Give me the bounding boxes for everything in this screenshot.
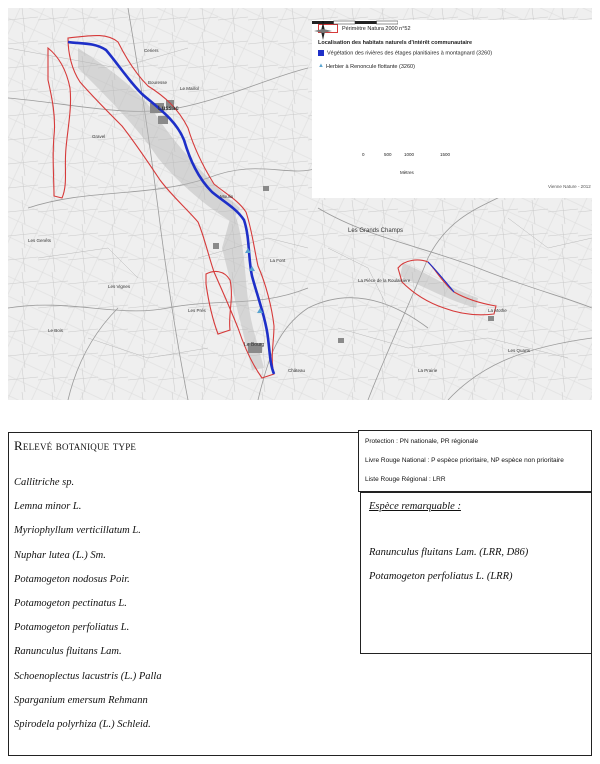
scale-tick: 1000 [404, 152, 415, 157]
triangle-icon: ▲ [318, 63, 324, 69]
place-label: Les Prés [188, 308, 206, 313]
place-label: Le Bois [48, 328, 64, 333]
species-item: Nuphar lutea (L.) Sm. [14, 549, 106, 561]
legend-natura: Périmètre Natura 2000 n°52 [318, 24, 411, 33]
map-credit: Vienne Nature - 2012 [548, 184, 591, 189]
species-item: Spirodela polyrhiza (L.) Schleid. [14, 719, 151, 730]
place-label: Les Vignes [108, 284, 131, 289]
vegetation-swatch [318, 50, 324, 56]
status-legend-box [358, 430, 592, 492]
species-item: Ranunculus fluitans Lam. [14, 646, 122, 658]
legend-vegetation: Végétation des rivières des étages planitiaires à montagnard (3260) [318, 50, 492, 57]
species-item: Potamogeton perfoliatus L. [14, 622, 130, 634]
place-label: Bouresse [148, 80, 168, 85]
scale-tick: 500 [384, 152, 392, 157]
legend-herbier: ▲ Herbier à Renoncule flottante (3260) [318, 63, 415, 70]
place-label: Les Grands Champs [348, 228, 404, 234]
species-item: Callitriche sp. [14, 477, 75, 488]
remarkable-item: Ranunculus fluitans Lam. (LRR, D86) [369, 547, 529, 558]
place-label: Le Maillol [180, 86, 200, 91]
scale-unit: Mètres [400, 170, 414, 175]
place-label: La Prairie [418, 368, 438, 373]
species-item: Myriophyllum verticillatum L. [14, 525, 141, 537]
place-label: Moulin [220, 194, 234, 199]
remarkable-title: Espèce remarquable : [369, 501, 461, 512]
releve-title: Relevé botanique type [14, 438, 137, 453]
north-arrow-icon [312, 20, 334, 42]
place-label: Château [288, 368, 306, 373]
svg-text:N: N [321, 20, 325, 24]
remarkable-species-box [360, 492, 592, 654]
place-label: Les Genêts [28, 238, 52, 243]
species-item: Potamogeton pectinatus L. [14, 598, 127, 609]
map-legend [312, 20, 592, 198]
place-label: La Font [270, 258, 286, 263]
species-item: Sparganium emersum Rehmann [14, 694, 148, 706]
place-label: Les Quarts [508, 348, 531, 353]
legend-title: Localisation des habitats naturels d'intérêt communautaire [318, 40, 473, 46]
place-label: La Pièce de la Roulaisière [358, 278, 411, 283]
remarkable-item: Potamogeton perfoliatus L. (LRR) [369, 571, 513, 582]
place-label: Gravel [92, 134, 106, 139]
species-item: Lemna minor L. [14, 501, 82, 513]
place-label: Ceriers [144, 48, 159, 53]
scale-tick: 1500 [440, 152, 451, 157]
status-protection: Protection : PN nationale, PR régionale [365, 438, 479, 445]
place-label: La Mothe [488, 308, 507, 313]
species-item: Potamogeton nodosus Poir. [14, 573, 130, 585]
species-item: Schoenoplectus lacustris (L.) Palla [14, 670, 162, 682]
status-livre-rouge: Livre Rouge National : P espèce prioritaire, NP espèce non prioritaire [365, 457, 564, 464]
place-label: Lussac [158, 106, 179, 112]
status-liste-rouge: Liste Rouge Régional : LRR [365, 476, 446, 483]
habitat-map [8, 8, 592, 400]
place-label: Le Bourg [244, 342, 265, 348]
scale-tick: 0 [362, 152, 365, 157]
